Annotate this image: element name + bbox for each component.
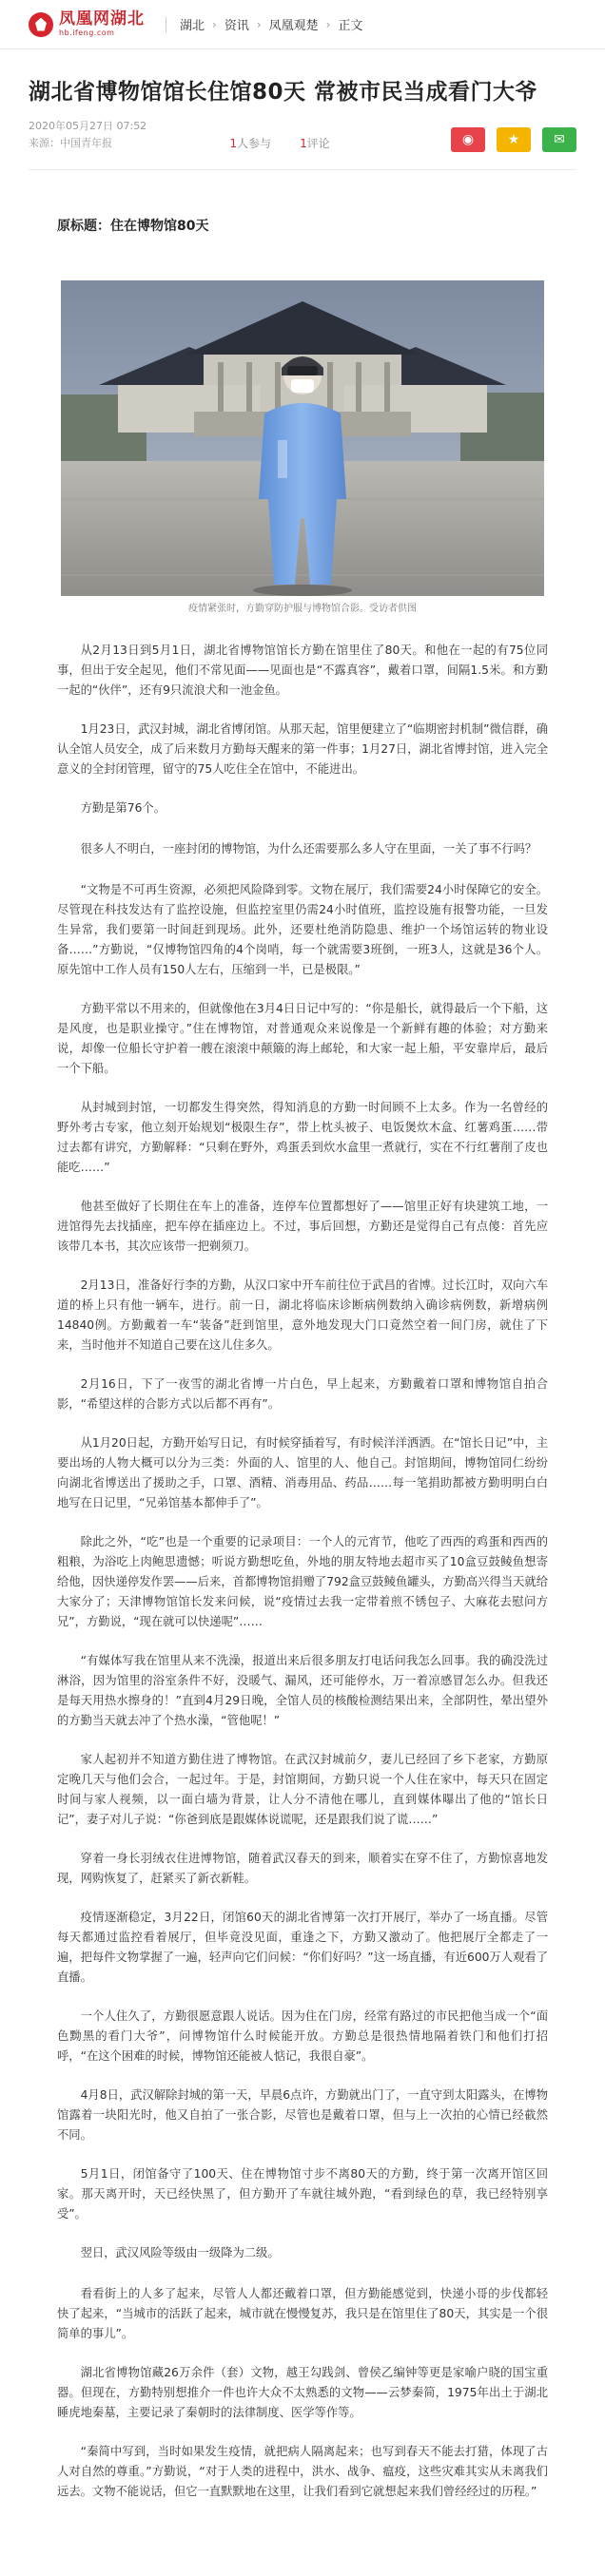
paragraph: 看看街上的人多了起来，尽管人人都还戴着口罩，但方勤能感觉到，快递小哥的步伐都轻快了起来，“当城市的活跃了起来，城市就在慢慢复苏，我只是在馆里住了80天，其实是一个很简单的事儿”。 <box>57 2287 548 2340</box>
paragraph: 2月16日，下了一夜雪的湖北省博一片白色，早上起来，方勤戴着口罩和博物馆自拍合影，“希望这样的合影方式以后都不再有”。 <box>57 1377 548 1411</box>
article-body <box>0 614 605 2502</box>
paragraph: “文物是不可再生资源，必须把风险降到零。文物在展厅，我们需要24小时保障它的安全。尽管现在科技发达有了监控设施，但监控室里仍需24小时值班，监控设施有报警功能，一旦发生异常，我们要第一时间赶到现场。此外，还要杜绝消防隐患、维护一个场馆运转的物业设备……”方勤说，“仅博物馆四角的4个岗哨，每一个就需要3班倒，一班3人，这就是36个人。原先馆中工作人员有150人左右，压缩到一半，已是极限。” <box>57 883 548 976</box>
paragraph: 4月8日，武汉解除封城的第一天，早晨6点许，方勤就出门了，一直守到太阳露头，在博物馆露着一块阳光时，他又自拍了一张合影，尽管也是戴着口罩，但与上一次拍的心情已经截然不同。 <box>57 2088 548 2142</box>
weibo-share-icon[interactable]: ◉ <box>451 127 485 152</box>
paragraph: 从1月20日起，方勤开始写日记，有时候穿插着写，有时候洋洋洒洒。在“馆长日记”中，主要出场的人物大概可以分为三类：外面的人、馆里的人、他自己。封馆期间，博物馆同仁纷纷向湖北省博送出了援助之手，口罩、酒精、消毒用品、药品……每一笔捐助都被方勤明明白白地写在日记里，“兄弟馆基本都伸手了”。 <box>57 1436 548 1509</box>
paragraph: 方勤是第76个。 <box>80 801 166 815</box>
paragraph: 方勤平常以不用来的，但就像他在3月4日日记中写的：“你是船长，就得最后一个下船，这是风度，也是职业操守。”住在博物馆，对普通观众来说像是一个新鲜有趣的体验；对方勤来说，却像一位船长守护着一艘在滚滚中颠簸的海上邮轮，和大家一起上船，平安靠岸后，最后一个下船。 <box>57 1002 548 1075</box>
paragraph: 2月13日，准备好行李的方勤，从汉口家中开车前往位于武昌的省博。过长江时，双向六车道的桥上只有他一辆车，进行。前一日，湖北将临床诊断病例数纳入确诊病例数，新增病例14840例。方勤戴着一车“装备”赶到馆里，意外地发现大门口竟然空着一间门房，就住了下来，当时他并不知道自己要在这儿住多久。 <box>57 1278 548 1352</box>
paragraph: 1月23日，武汉封城，湖北省博闭馆。从那天起，馆里便建立了“临期密封机制”微信群，确认全馆人员安全，成了后来数月方勤每天醒来的第一件事；1月27日，湖北省博封馆，进入完全意义的全封闭管理，留守的75人吃住全在馆中，不能进出。 <box>57 722 548 776</box>
breadcrumb <box>166 15 363 33</box>
header-divider <box>29 169 576 170</box>
participants-count[interactable]: 1人参与 <box>229 137 272 150</box>
paragraph: 翌日，武汉风险等级由一级降为二级。 <box>80 2246 280 2259</box>
breadcrumb-item-news[interactable]: 资讯 <box>224 19 249 33</box>
paragraph: 一个人住久了，方勤很愿意跟人说话。因为住在门房，经常有路过的市民把他当成一个“面色黝黑的看门大爷”，问博物馆什么时候能开放。方勤总是很热情地隔着铁门和他们打招呼，“在这个困难的时候，博物馆还能被人惦记，我很自豪”。 <box>57 2009 548 2063</box>
logo-domain: hb.ifeng.com <box>59 29 115 37</box>
logo-name: 凤凰网湖北 <box>59 10 145 29</box>
breadcrumb-item-hubei[interactable]: 湖北 <box>180 19 205 33</box>
paragraph: 除此之外，“吃”也是一个重要的记录项目：一个人的元宵节，他吃了西西的鸡蛋和西西的粗粮，为浴吃上肉鲍思遗憾；听说方勤想吃鱼，外地的朋友特地去超市买了10盒豆鼓鲮鱼想寄给他，因快递停发作罢——后来，首都博物馆捐赠了792盒豆鼓鲮鱼罐头，方勤高兴得当天就给大家分了；天津博物馆馆长发来问候，说“疫情过去我一定带着煎不锈包子、大麻花去慰问方兄”，方勤说，“现在就可以快递呢”…… <box>57 1535 548 1628</box>
publish-datetime: 2020年05月27日 07:52 <box>29 120 147 132</box>
site-logo[interactable] <box>29 11 145 37</box>
paragraph: 疫情逐渐稳定，3月22日，闭馆60天的湖北省博第一次打开展厅，举办了一场直播。尽管每天都通过监控看着展厅，但毕竟没见面，重逢之下，方勤又激动了。他把展厅全都走了一遍，把每件文物掌握了一遍，轻声向它们问候：“你们好吗？”这一场直播，有近600万人观看了直播。 <box>57 1911 548 1984</box>
phoenix-logo-icon <box>29 12 53 37</box>
article-photo <box>61 280 544 596</box>
article-source: 来源：中国青年报 <box>29 137 112 149</box>
breadcrumb-item-column[interactable]: 凤凰观楚 <box>268 19 319 33</box>
comments-count[interactable]: 1评论 <box>300 137 330 150</box>
favorite-star-icon[interactable]: ★ <box>497 127 531 152</box>
chevron-right-icon: › <box>212 17 217 31</box>
chevron-right-icon: › <box>256 17 262 31</box>
paragraph: 家人起初并不知道方勤住进了博物馆。在武汉封城前夕，妻儿已经回了乡下老家，方勤原定晚几天与他们会合，一起过年。于是，封馆期间，方勤只说一个人住在家中，每天只在固定时间与家人视频，以一面白墙为背景，让人分不清他在哪儿，直到媒体曝出了他的“馆长日记”，妻子对儿子说：“你爸到底是跟媒体说谎呢，还是跟我们说了谎……” <box>57 1753 548 1826</box>
original-title-note: 原标题：住在博物馆80天 <box>57 219 209 234</box>
paragraph: “秦简中写到，当时如果发生疫情，就把病人隔离起来；也写到春天不能去打猎，体现了古人对自然的尊重。”方勤说，“对于人类的进程中，洪水、战争、瘟疫，这些灾难其实从未离我们远去。文物不能说话，但它一直默默地在这里，让我们看到它就想起来我们曾经经过的历程。” <box>57 2445 548 2498</box>
paragraph: 很多人不明白，一座封闭的博物馆，为什么还需要那么多人守在里面，一关了事不行吗？ <box>80 842 537 855</box>
chevron-right-icon: › <box>325 17 331 31</box>
site-header <box>0 0 605 49</box>
paragraph: 从封城到封馆，一切都发生得突然，得知消息的方勤一时间顾不上太多。作为一名曾经的野外考古专家，他立刻开始规划“极限生存”，带上枕头被子、电饭煲炊木盒、红薯鸡蛋……带过去都有讲究，方勤解释：“只剩在野外，鸡蛋丢到炊水盒里一煮就行，实在不行红薯削了皮也能吃……” <box>57 1101 548 1174</box>
article-header <box>0 49 605 152</box>
article-meta <box>29 118 576 152</box>
paragraph: “有媒体写我在馆里从来不洗澡，报道出来后很多朋友打电话问我怎么回事。我的确没洗过淋浴，因为馆里的浴室条件不好，没暖气、漏风，还可能停水，万一着凉感冒怎么办。但我还是每天用热水擦身的！”直到4月29日晚，全馆人员的核酸检测结果出来，全部阴性，晕出望外的方勤当天就去冲了个热水澡，“管他呢！” <box>57 1654 548 1727</box>
share-bar <box>451 127 576 152</box>
paragraph: 湖北省博物馆藏26万余件（套）文物，越王勾践剑、曾侯乙编钟等更是家喻户晓的国宝重器。但现在，方勤特别想推介一件也许大众不太熟悉的文物——云梦秦简，1975年出土于湖北睡虎地秦墓，主要记录了秦朝时的法律制度、医学等作等。 <box>57 2366 548 2419</box>
paragraph: 穿着一身长羽绒衣住进博物馆，随着武汉春天的到来，顺着实在穿不住了，方勤惊喜地发现，网购恢复了，赶紧买了新衣新鞋。 <box>57 1852 548 1885</box>
breadcrumb-item-current: 正文 <box>338 19 363 33</box>
paragraph: 从2月13日到5月1日，湖北省博物馆馆长方勤在馆里住了80天。和他在一起的有75位同事，但出于安全起见，他们不常见面——见面也是“不露真容”，戴着口罩，间隔1.5米。和方勤一起的“伙伴”，还有9只流浪犬和一池金鱼。 <box>57 644 548 697</box>
article-title: 湖北省博物馆馆长住馆80天 常被市民当成看门大爷 <box>29 80 538 105</box>
photo-caption: 疫情紧张时，方勤穿防护服与博物馆合影。受访者供图 <box>188 604 417 614</box>
paragraph: 他甚至做好了长期住在车上的准备，连停车位置都想好了——馆里正好有块建筑工地，一进馆得先去找插座，把车停在插座边上。不过，事后回想，方勤还是觉得自己有点傻：首先应该带几本书，其次应该带一把剃须刀。 <box>57 1200 548 1253</box>
wechat-share-icon[interactable]: ✉ <box>542 127 576 152</box>
paragraph: 5月1日，闭馆备守了100天、住在博物馆寸步不离80天的方勤，终于第一次离开馆区回家。那天离开时，天已经快黑了，但方勤开了车就往城外跑，“看到绿色的草，我已经特别享受”。 <box>57 2167 548 2220</box>
museum-photo-illustration <box>61 280 544 596</box>
